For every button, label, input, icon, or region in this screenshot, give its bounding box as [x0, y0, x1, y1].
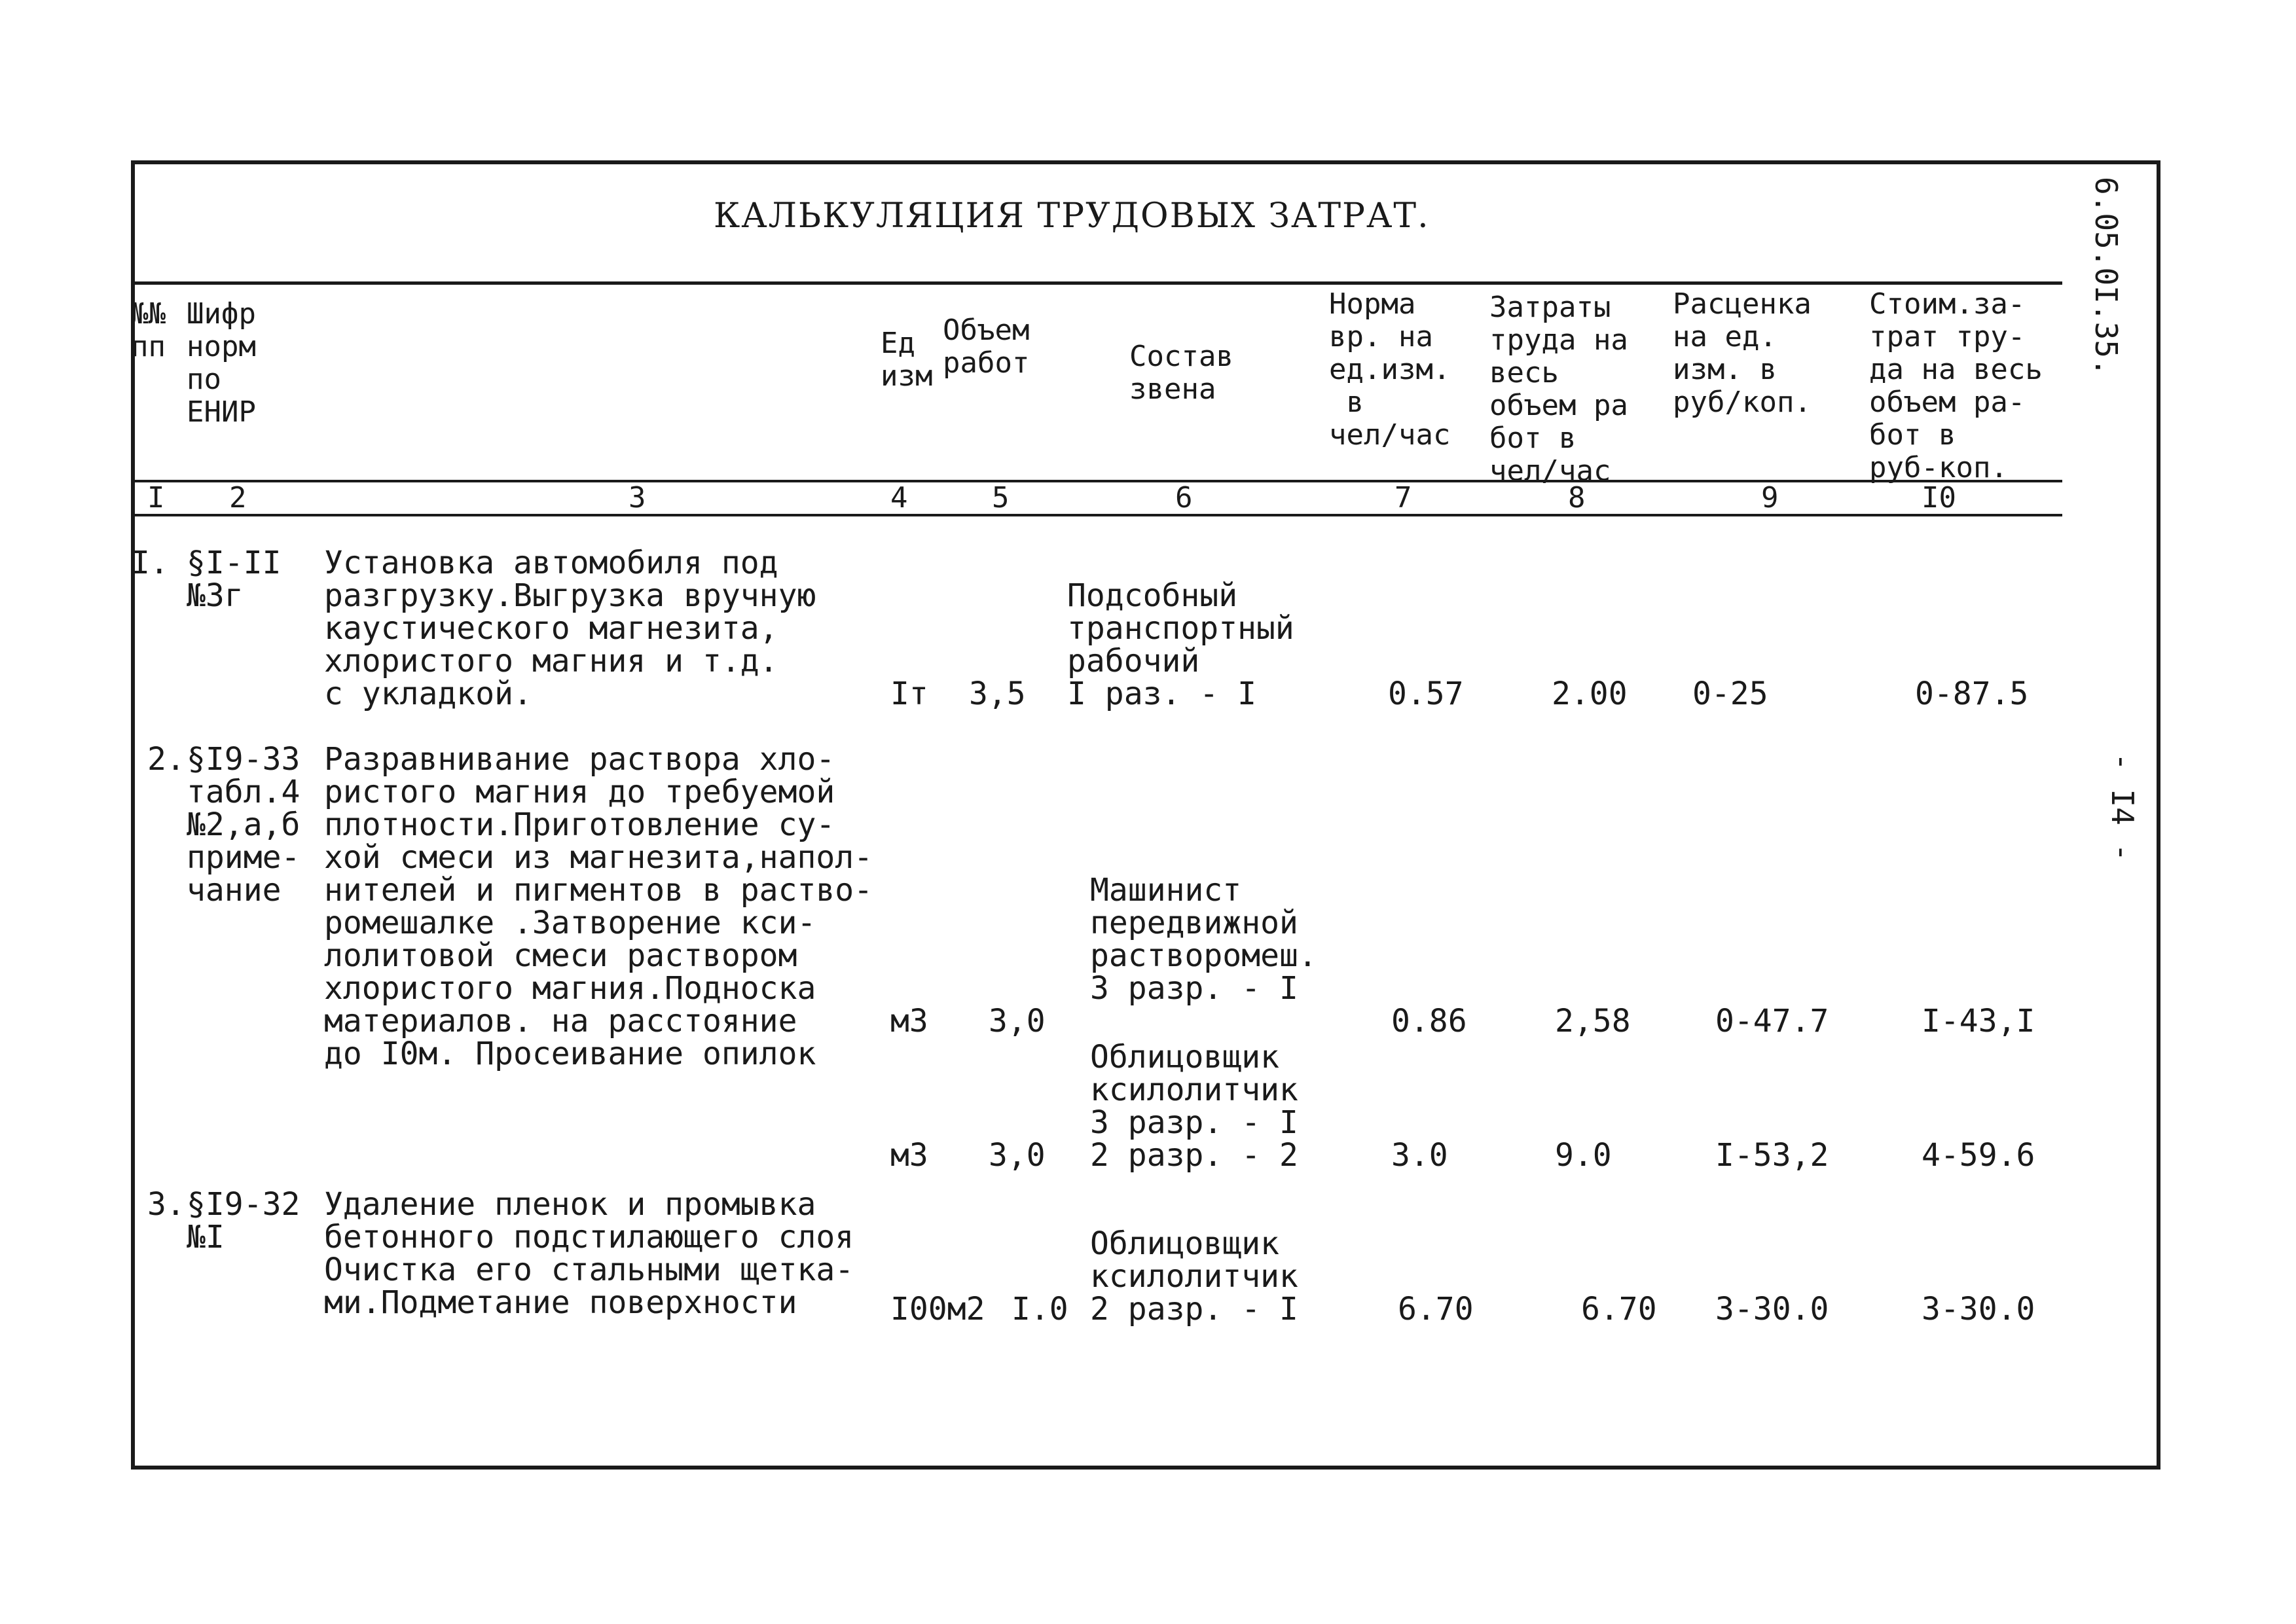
row1-crew: Подсобный транспортный рабочий I раз. - I	[1067, 577, 1294, 712]
row2b-unit: м3	[890, 1137, 928, 1174]
row2-code: §I9-33 табл.4 №2,а,б приме- чание	[187, 741, 301, 909]
col-number: 6	[1175, 481, 1193, 514]
row1-desc: Установка автомобиля под разгрузку.Выгрузка вручную каустического магнезита, хлористого магния и т.д. с укладкой.	[324, 545, 816, 712]
col-number: 9	[1761, 481, 1779, 514]
row3-crew: Облицовщик ксилолитчик 2 разр. - I	[1090, 1225, 1298, 1327]
row1-volume: 3,5	[969, 676, 1026, 712]
row2b-rate: I-53,2	[1715, 1137, 1829, 1174]
row2b-crew: Облицовщик ксилолитчик 3 разр. - I 2 разр. - 2	[1090, 1039, 1298, 1174]
row3-volume: I.0	[1011, 1291, 1068, 1327]
header-labor: Затраты труда на весь объем ра бот в чел/час	[1489, 291, 1628, 488]
header-norm: Норма вр. на ед.изм. в чел/час	[1329, 287, 1451, 452]
row2-desc: Разравнивание раствора хло- ристого магния до требуемой плотности.Приготовление су- хой смеси из магнезита,напол- нителей и пигментов в раство- ромешалке .Затворение кси- лолитовой смеси раствором хлористого магния.Подноска материалов. на расстояние до I0м. Просеивание опилок	[324, 741, 873, 1072]
header-num: №№ пп	[131, 297, 166, 363]
row2-cost: I-43,I	[1922, 1003, 2035, 1039]
row3-rate: 3-30.0	[1715, 1291, 1829, 1327]
row2b-cost: 4-59.6	[1922, 1137, 2035, 1174]
col-number: 2	[229, 481, 247, 514]
page-number: - I4 -	[2105, 753, 2140, 862]
header-crew: Состав звена	[1129, 340, 1233, 406]
row2b-labor: 9.0	[1555, 1137, 1612, 1174]
row2-unit: м3	[890, 1003, 928, 1039]
header-cost: Стоим.за- трат тру- да на весь объем ра- бот в руб-коп.	[1869, 287, 2043, 484]
header-volume: Объем работ	[943, 314, 1030, 380]
row3-desc: Удаление пленок и промывка бетонного подстилающего слоя Очистка его стальными щетка- ми.Подметание поверхности	[324, 1186, 854, 1321]
col-number: 5	[992, 481, 1010, 514]
row1-labor: 2.00	[1552, 676, 1628, 712]
col-number: 4	[890, 481, 908, 514]
row1-num: I.	[131, 545, 169, 581]
row2-num: 2.	[147, 741, 185, 778]
row3-norm: 6.70	[1398, 1291, 1474, 1327]
document-title: КАЛЬКУЛЯЦИЯ ТРУДОВЫХ ЗАТРАТ.	[714, 196, 1430, 236]
row1-rate: 0-25	[1692, 676, 1768, 712]
header-unit: Ед изм	[881, 327, 933, 393]
row3-code: §I9-32 №I	[187, 1186, 301, 1255]
header-code: Шифр норм по ЕНИР	[187, 297, 256, 429]
row2-volume: 3,0	[989, 1003, 1046, 1039]
row2-norm: 0.86	[1391, 1003, 1467, 1039]
row2-rate: 0-47.7	[1715, 1003, 1829, 1039]
row3-unit: I00м2	[890, 1291, 985, 1327]
row2b-norm: 3.0	[1391, 1137, 1448, 1174]
row1-cost: 0-87.5	[1915, 676, 2029, 712]
col-number: 7	[1394, 481, 1412, 514]
row3-num: 3.	[147, 1186, 185, 1223]
col-number: 3	[629, 481, 646, 514]
row2b-volume: 3,0	[989, 1137, 1046, 1174]
header-top-rule	[131, 281, 2062, 285]
col-number: 8	[1568, 481, 1586, 514]
col-number: I	[147, 481, 165, 514]
col-number: I0	[1922, 481, 1956, 514]
row2-labor: 2,58	[1555, 1003, 1631, 1039]
document-code: 6.05.0I.35.	[2088, 177, 2124, 376]
row1-unit: Iт	[890, 676, 928, 712]
row1-code: §I-II №3г	[187, 545, 282, 614]
header-rate: Расценка на ед. изм. в руб/коп.	[1673, 287, 1812, 419]
row3-labor: 6.70	[1581, 1291, 1657, 1327]
row2-crew: Машинист передвижной растворомеш. 3 разр. - I	[1090, 872, 1317, 1007]
row1-norm: 0.57	[1388, 676, 1464, 712]
row3-cost: 3-30.0	[1922, 1291, 2035, 1327]
